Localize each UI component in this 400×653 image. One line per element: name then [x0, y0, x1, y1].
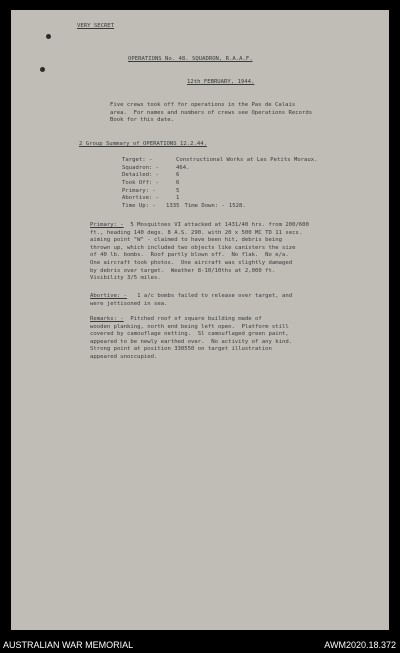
remarks-line: appeared to be newly earthed over. No activity of any kind.	[90, 338, 293, 345]
document-page	[11, 10, 389, 630]
remarks-line: covered by camouflage netting. Sl camouflaged green paint,	[90, 331, 289, 338]
remarks-line: wooden planking, north end being left open. Platform still	[90, 323, 289, 330]
summary-row-target	[122, 157, 317, 165]
summary-row-abortive	[122, 195, 317, 203]
remarks-heading: Remarks: -	[90, 316, 124, 322]
punch-hole	[46, 34, 51, 39]
primary-line: thrown up, which included two objects like canisters the size	[90, 244, 296, 251]
summary-row-primary	[122, 188, 317, 196]
primary-paragraph	[90, 222, 390, 283]
document-date: 12th FEBRUARY, 1944.	[187, 79, 255, 85]
abortive-line: 1 a/c bombs failed to release over target, and	[127, 293, 293, 299]
archive-source: AUSTRALIAN WAR MEMORIAL	[3, 640, 134, 650]
summary-heading: 2 Group Summary of OPERATIONS 12.2.44.	[79, 141, 207, 147]
document-title: OPERATIONS No. 48. SQUADRON, R.A.A.F.	[128, 56, 253, 62]
summary-value: 464.	[176, 164, 190, 171]
classification-stamp: VERY SECRET	[77, 23, 115, 29]
archive-footer	[0, 637, 400, 653]
summary-value: Constructional Works at Les Petits Moraux.	[176, 157, 318, 163]
primary-line: ft., heading 140 degs. 8 A.S. 290. with 20 x 500 MC TD 11 secs.	[90, 229, 303, 236]
summary-row-times	[122, 203, 317, 211]
intro-line: Book for this date.	[110, 117, 174, 124]
remarks-paragraph	[90, 316, 390, 362]
primary-line: Visibility 3/5 miles.	[90, 275, 161, 282]
archive-reference: AWM2020.18.372	[324, 640, 396, 650]
summary-value: 1335	[166, 203, 180, 210]
summary-label: Squadron: -	[122, 164, 160, 171]
intro-line: area. For names and numbers of crews see Operations Records	[110, 109, 313, 116]
summary-label: Time Up: -	[122, 203, 156, 210]
remarks-line: Strong point at position 330550 on target illustration	[90, 346, 272, 353]
summary-table	[122, 157, 317, 211]
summary-value: 5	[176, 187, 180, 194]
summary-value: 1	[176, 195, 180, 202]
summary-label: Detailed: -	[122, 172, 160, 179]
summary-label: Abortive: -	[122, 195, 160, 202]
summary-label: Primary: -	[122, 187, 156, 194]
summary-value: 1528.	[228, 203, 246, 210]
primary-line: aiming point "W" - claimed to have been hit, debris being	[90, 237, 282, 244]
summary-value: 6	[176, 180, 180, 187]
primary-line: by debris over target. Weather 8-10/10ths at 2,000 ft.	[90, 267, 276, 274]
primary-line: of 40 lb. bombs. Roof partly blown off. No flak. No e/a.	[90, 252, 289, 259]
remarks-line: appeared unoccupied.	[90, 353, 158, 360]
summary-label: Time Down: -	[184, 203, 225, 210]
remarks-line: Pitched roof of square building made of	[123, 316, 262, 322]
abortive-line: were jettisoned in sea.	[90, 300, 168, 307]
summary-row-detailed	[122, 172, 317, 180]
summary-row-took-off	[122, 180, 317, 188]
summary-label: Took Off: -	[122, 180, 160, 187]
intro-paragraph	[110, 102, 370, 125]
intro-line: Five crews took off for operations in the Pas de Calais	[110, 102, 296, 108]
summary-row-squadron	[122, 165, 317, 173]
primary-heading: Primary: -	[90, 222, 124, 228]
summary-label: Target: -	[122, 157, 153, 163]
abortive-paragraph	[90, 293, 390, 308]
abortive-heading: Abortive: -	[90, 293, 128, 299]
primary-line: 5 Mosquitoes VI attacked at 1431/40 hrs. from 200/600	[123, 222, 309, 228]
summary-value: 6	[176, 172, 180, 179]
punch-hole	[40, 67, 45, 72]
primary-line: One aircraft took photos. One aircraft was slightly damaged	[90, 259, 293, 266]
